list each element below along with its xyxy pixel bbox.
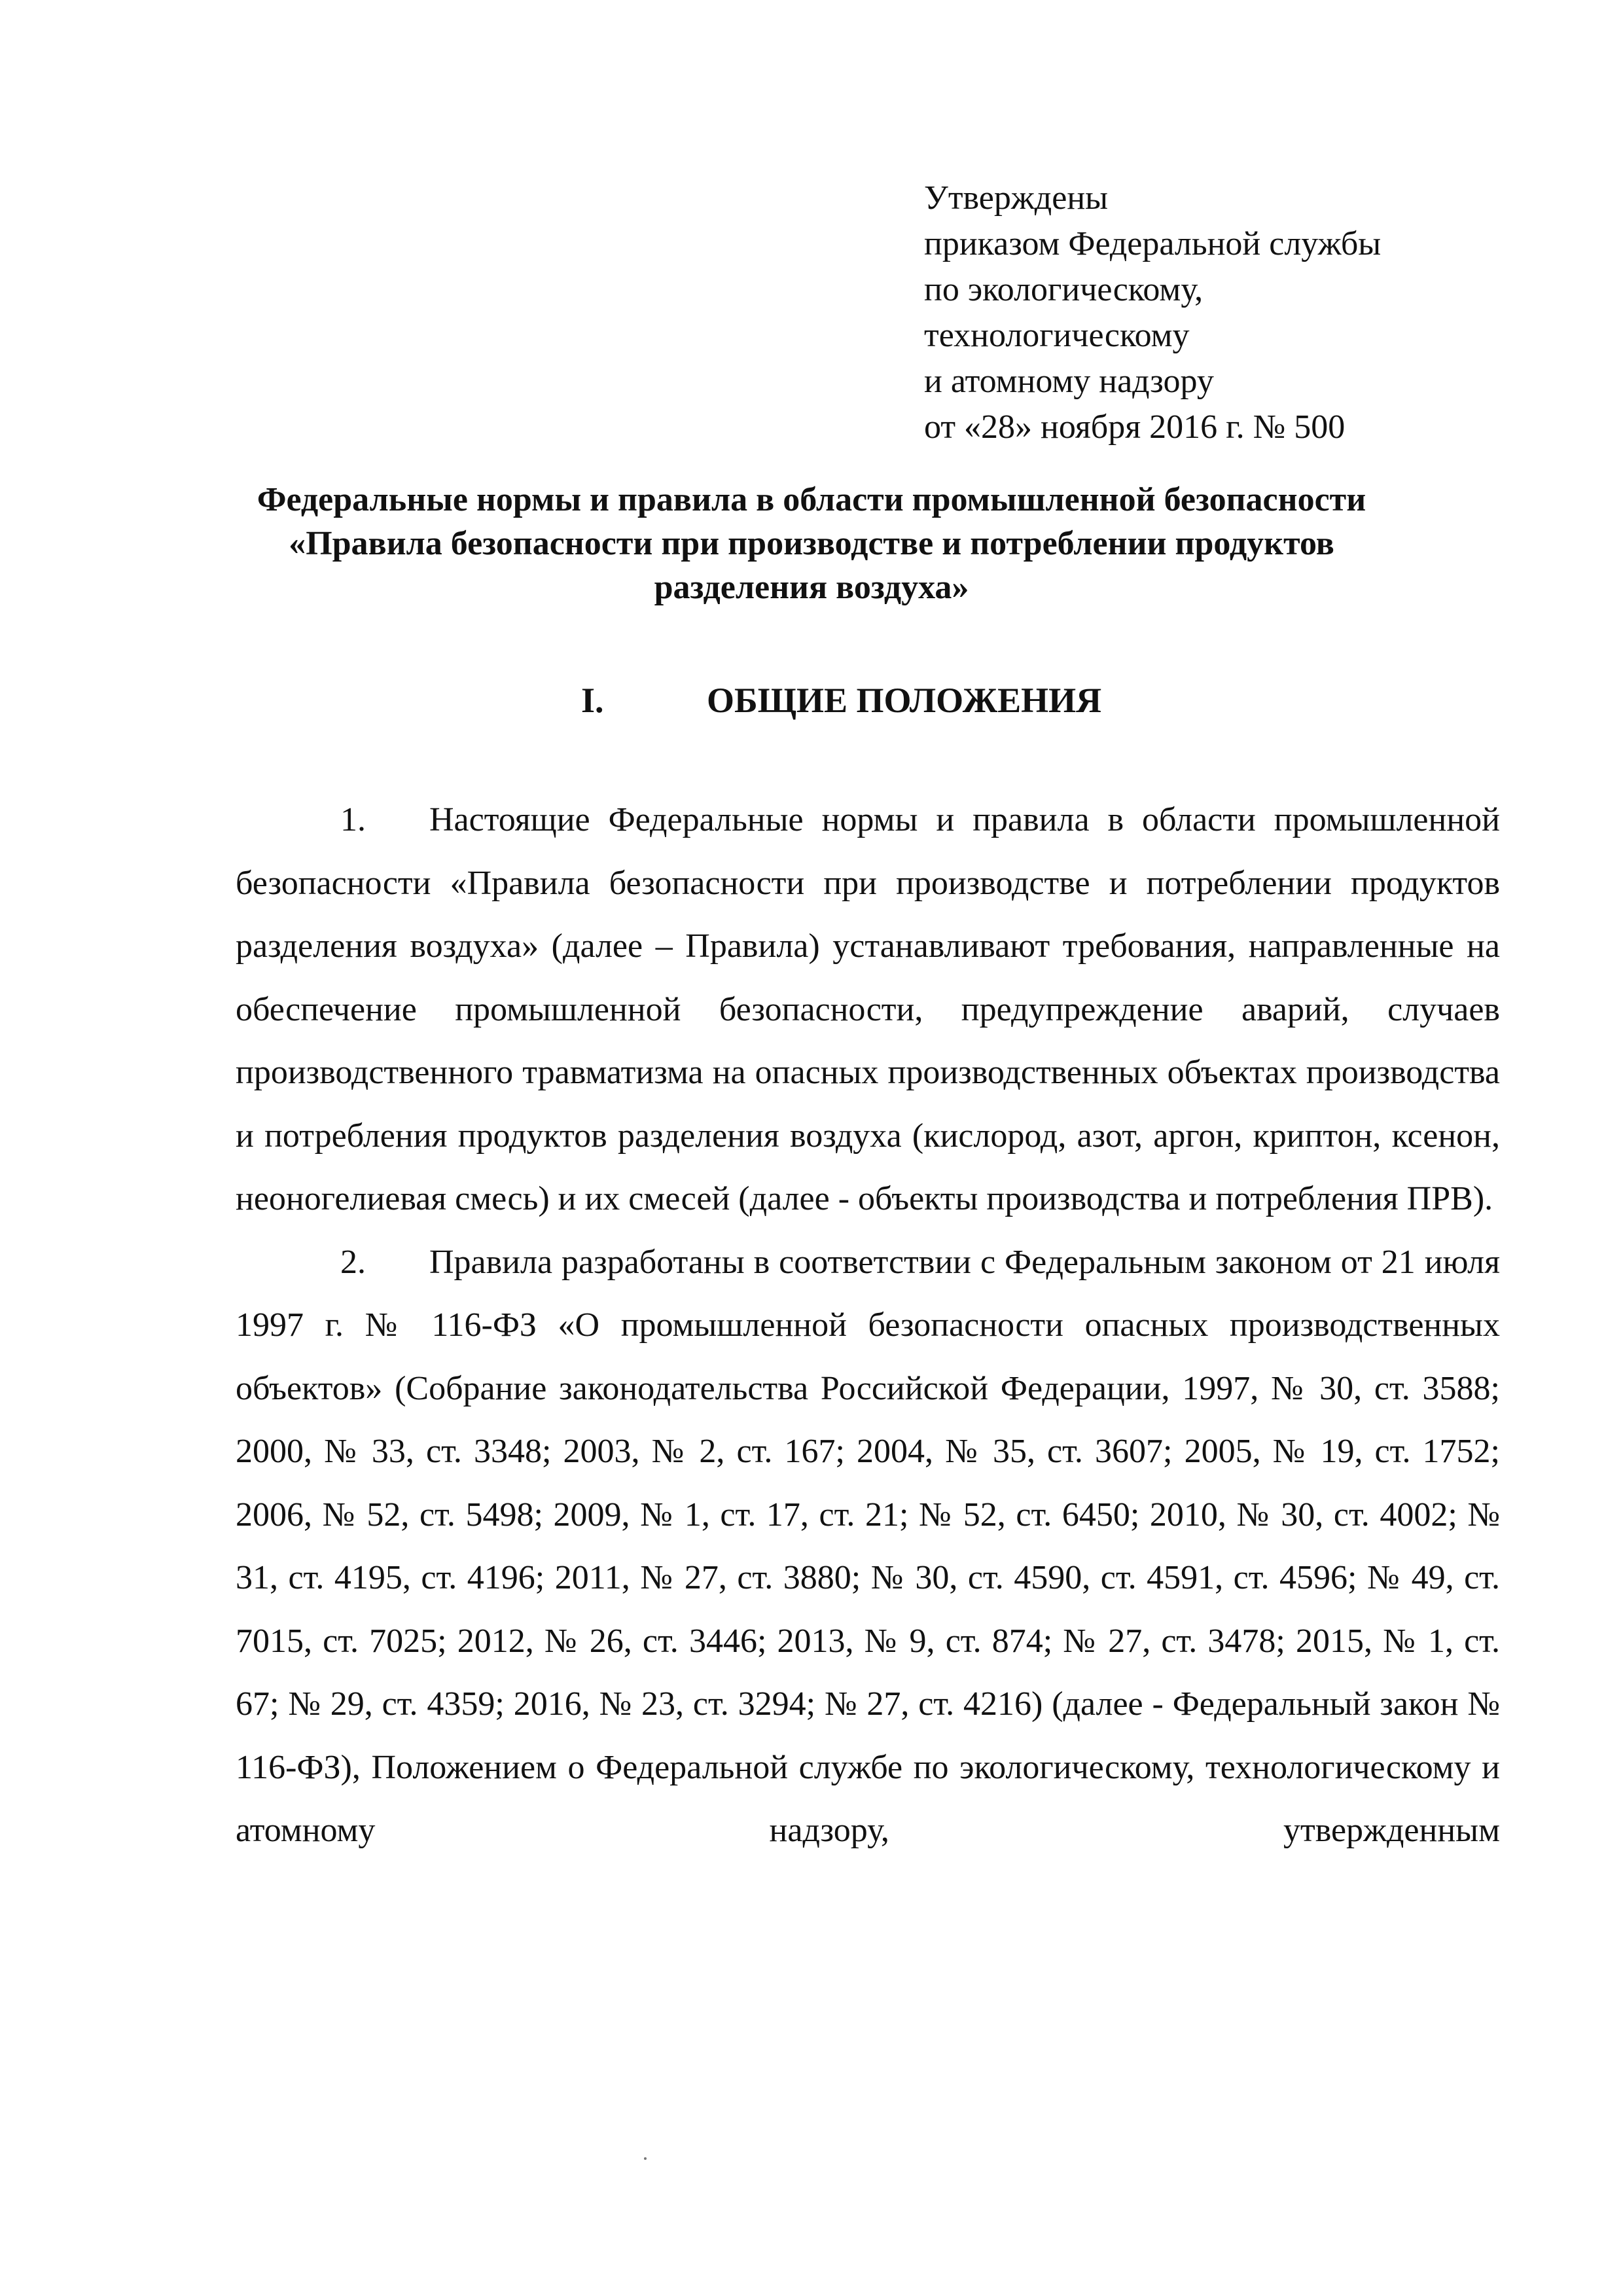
document-title-line: «Правила безопасности при производстве и потреблении продуктов	[289, 525, 1334, 562]
paragraph-number: 1.	[340, 801, 366, 838]
approval-line: Утверждены	[924, 179, 1109, 217]
approval-line: приказом Федеральной службы	[924, 225, 1382, 262]
document-title-line: Федеральные нормы и правила в области промышленной безопасности	[257, 481, 1366, 518]
approval-line: по экологическому,	[924, 271, 1204, 308]
document-title	[196, 478, 1427, 609]
paragraph-2	[236, 1231, 1500, 1863]
paragraph-number: 2.	[340, 1243, 366, 1281]
section-number: I.	[581, 681, 604, 720]
document-title-line: разделения воздуха»	[654, 569, 969, 606]
section-title: ОБЩИЕ ПОЛОЖЕНИЯ	[707, 681, 1102, 720]
scan-speck	[644, 2157, 647, 2160]
approval-block	[924, 175, 1381, 450]
approval-line: и атомному надзору	[924, 363, 1214, 400]
approval-line: технологическому	[924, 317, 1190, 354]
document-body	[236, 789, 1500, 1863]
paragraph-text: Правила разработаны в соответствии с Федеральным законом от 21 июля 1997 г. № 116-ФЗ «О промышленной безопасности опасных производственных объектов» (Собрание законодательства Российской Федерации, 1997, № 30, ст. 3588; 2000, № 33, ст. 3348; 2003, № 2, ст. 167; 2004, № 35, ст. 3607; 2005, № 19, ст. 1752; 2006, № 52, ст. 5498; 2009, № 1, ст. 17, ст. 21; № 52, ст. 6450; 2010, № 30, ст. 4002; № 31, ст. 4195, ст. 4196; 2011, № 27, ст. 3880; № 30, ст. 4590, ст. 4591, ст. 4596; № 49, ст. 7015, ст. 7025; 2012, № 26, ст. 3446; 2013, № 9, ст. 874; № 27, ст. 3478; 2015, № 1, ст. 67; № 29, ст. 4359; 2016, № 23, ст. 3294; № 27, ст. 4216) (далее - Федеральный закон № 116-ФЗ), Положением о Федеральной службе по экологическому, технологическому и атомному надзору, утвержденным	[236, 1243, 1500, 1849]
section-heading	[0, 677, 1623, 723]
approval-line: от «28» ноября 2016 г. № 500	[924, 408, 1346, 446]
paragraph-text: Настоящие Федеральные нормы и правила в области промышленной безопасности «Правила безопасности при производстве и потреблении продуктов разделения воздуха» (далее – Правила) устанавливают требования, направленные на обеспечение промышленной безопасности, предупреждение аварий, случаев производственного травматизма на опасных производственных объектах производства и потребления продуктов разделения воздуха (кислород, азот, аргон, криптон, ксенон, неоногелиевая смесь) и их смесей (далее - объекты производства и потребления ПРВ).	[236, 801, 1500, 1217]
paragraph-1	[236, 789, 1500, 1231]
